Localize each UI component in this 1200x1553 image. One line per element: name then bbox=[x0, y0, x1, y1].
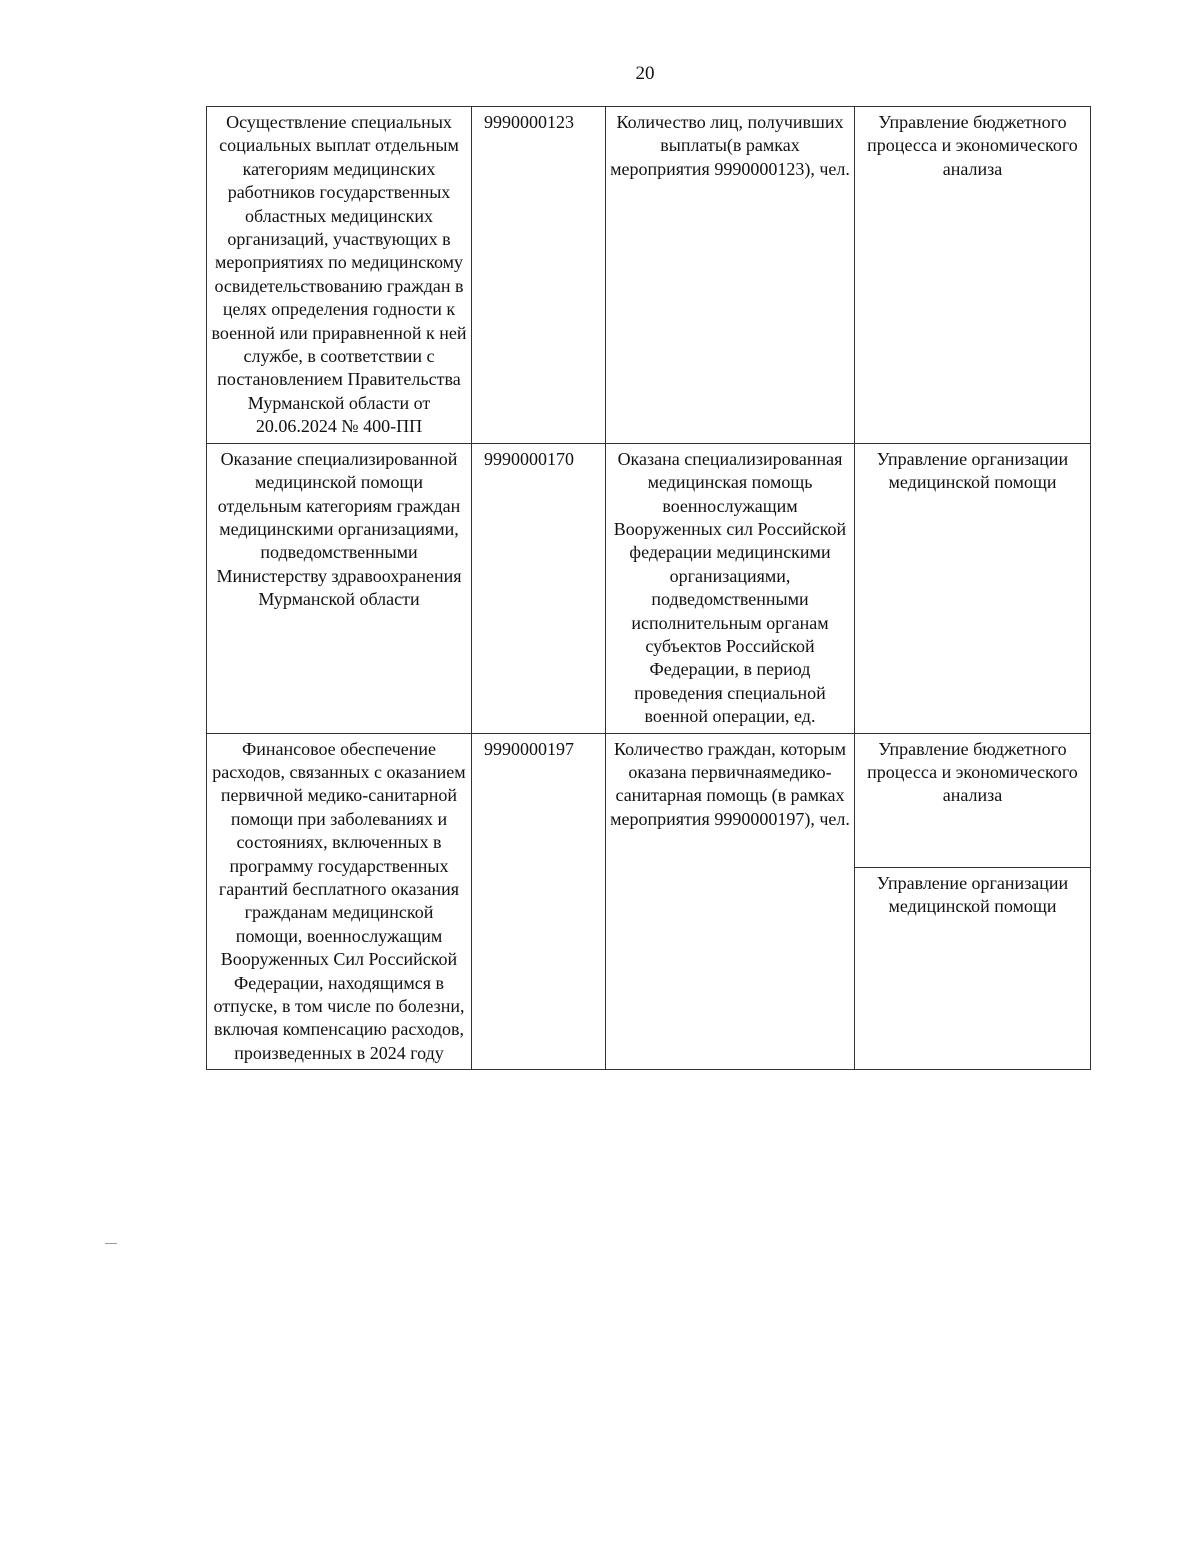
activities-table bbox=[206, 106, 1091, 1070]
indicator-cell bbox=[606, 107, 855, 444]
scan-mark bbox=[105, 1243, 117, 1244]
responsible-department: Управление организации медицинской помощи bbox=[876, 872, 1069, 916]
table-row bbox=[207, 443, 1091, 733]
activity-name-cell bbox=[207, 733, 472, 1070]
indicator-text: Количество лиц, получивших выплаты(в рамках мероприятия 9990000123), чел. bbox=[610, 112, 850, 179]
responsible-cell bbox=[855, 107, 1091, 444]
responsible-department: Управление бюджетного процесса и экономического анализа bbox=[855, 734, 1090, 868]
indicator-text: Количество граждан, которым оказана первичнаямедико-санитарная помощь (в рамках мероприятия 9990000197), чел. bbox=[610, 738, 850, 829]
activity-name: Осуществление специальных социальных выплат отдельным категориям медицинских работников государственных областных медицинских организаций, участвующих в мероприятиях по медицинскому освидетельствованию граждан в целях определения годности к военной или приравненной к ней службе, в соответствии с постановлением Правительства Мурманской области от 20.06.2024 № 400-ПП bbox=[211, 112, 467, 437]
activity-name: Финансовое обеспечение расходов, связанных с оказанием первичной медико-санитарной помощи при заболеваниях и состояниях, включенных в программу государственных гарантий бесплатного оказания гражданам медицинской помощи, военнослужащим Вооруженных Сил Российской Федерации, находящимся в отпуске, в том числе по болезни, включая компенсацию расходов, произведенных в 2024 году bbox=[212, 738, 466, 1063]
indicator-cell bbox=[606, 733, 855, 1070]
indicator-cell bbox=[606, 443, 855, 733]
activity-name-cell bbox=[207, 107, 472, 444]
budget-code-cell bbox=[472, 443, 606, 733]
responsible-cell bbox=[855, 443, 1091, 733]
responsible-cell bbox=[855, 733, 1091, 1070]
budget-code-cell bbox=[472, 733, 606, 1070]
responsible-department: Управление организации медицинской помощи bbox=[876, 448, 1069, 493]
activity-name: Оказание специализированной медицинской помощи отдельным категориям граждан медицинскими организациями, подведомственными Министерству здравоохранения Мурманской области bbox=[216, 448, 462, 610]
table-row bbox=[207, 107, 1091, 444]
responsible-department: Управление бюджетного процесса и экономического анализа bbox=[867, 112, 1078, 179]
budget-code-cell bbox=[472, 107, 606, 444]
activity-name-cell bbox=[207, 443, 472, 733]
page-number: 20 bbox=[635, 63, 655, 84]
indicator-text: Оказана специализированная медицинская помощь военнослужащим Вооруженных сил Российской федерации медицинскими организациями, подведомственными исполнительным органам субъектов Российской Федерации, в период проведения специальной военной операции, ед. bbox=[613, 448, 847, 727]
budget-code: 9990000170 bbox=[484, 448, 574, 469]
budget-code: 9990000197 bbox=[484, 738, 574, 759]
budget-code: 9990000123 bbox=[484, 112, 574, 132]
table-row bbox=[207, 733, 1091, 1070]
